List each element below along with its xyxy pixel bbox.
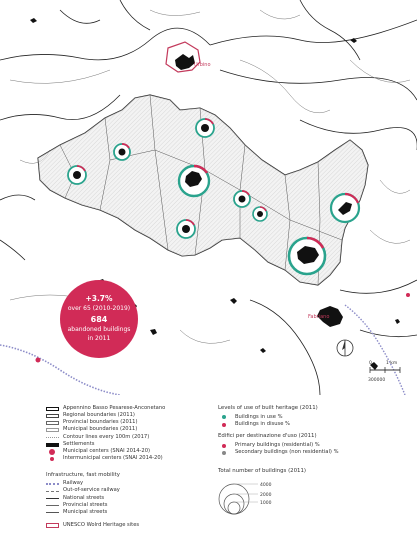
legend-label: National streets — [63, 494, 105, 501]
legend-swatch — [46, 498, 59, 499]
circle-marker — [68, 166, 86, 184]
size-label-2000: 2000 — [260, 493, 272, 499]
size-label-4000: 4000 — [260, 483, 272, 489]
legend-title-total: Total number of buildings (2011) — [218, 468, 307, 475]
circle-marker — [234, 191, 250, 207]
legend-title-infrastructure: Infrastructure, fast mobility — [46, 471, 120, 478]
legend-label: Railway — [63, 480, 84, 487]
legend-title-levels: Levels of use of built heritage (2011) — [218, 405, 318, 411]
legend-item-intermunicipal-centers — [46, 455, 206, 462]
legend-label: Primary buildings (residential) % — [235, 441, 320, 448]
stat-line-5: in 2011 — [87, 335, 111, 342]
legend-label: Provincial streets — [63, 501, 108, 508]
stat-bubble — [60, 280, 138, 358]
legend-label: Buildings in use % — [235, 413, 283, 420]
legend-item-secondary — [218, 449, 388, 456]
legend-item-municipal-streets — [46, 509, 206, 516]
scale-zero: 0 — [369, 361, 372, 366]
legend-swatch — [46, 512, 59, 513]
legend-label: Provincial boundaries (2011) — [63, 419, 138, 426]
stat-line-4: abandoned buildings — [67, 326, 131, 333]
legend-label: Regional boundaries (2011) — [63, 412, 135, 419]
legend-swatch — [49, 449, 55, 455]
legend-swatch — [222, 451, 226, 455]
legend-swatch — [46, 414, 59, 418]
legend-swatch — [222, 444, 226, 448]
circle-marker — [331, 194, 359, 222]
circle-marker — [196, 119, 214, 137]
legend-swatch — [46, 421, 59, 425]
legend-swatch — [50, 457, 54, 461]
circle-marker — [177, 220, 195, 238]
place-label-fabriano: Fabriano — [308, 314, 330, 320]
legend-swatch — [46, 491, 59, 492]
place-label-urbino: Urbino — [194, 62, 211, 68]
municipal-center-dot — [36, 358, 41, 363]
legend-label: UNESCO Wolrd Heritage sites — [63, 522, 140, 529]
scale-km: 1 km — [386, 361, 398, 366]
legend-label: Municipal centers (SNAI 2014-20) — [63, 447, 151, 454]
legend-title-uso: Edifici per destinazione d'uso (2011) — [218, 433, 317, 440]
legend-label: Municipal streets — [63, 508, 108, 515]
legend-swatch — [46, 505, 59, 506]
legend-swatch — [46, 523, 59, 528]
circle-marker — [289, 238, 325, 274]
legend-swatch — [46, 483, 59, 485]
legend-label: Intermunicipal centers (SNAI 2014-20) — [63, 455, 163, 462]
stat-line-3: 684 — [90, 315, 108, 324]
legend-swatch — [46, 407, 59, 411]
scale-value: 300000 — [368, 378, 386, 383]
size-label-1000: 1000 — [260, 501, 272, 507]
legend-label: Municipal boundaries (2011) — [63, 426, 138, 433]
stat-line-2: over 65 (2010-2019) — [67, 305, 131, 312]
legend-label: Out-of-service railway — [63, 487, 120, 494]
legend-item-in-disuse — [218, 421, 388, 428]
stat-line-1: +3.7% — [85, 294, 113, 303]
legend-label: Settlements — [63, 440, 95, 447]
circle-marker — [179, 166, 209, 196]
legend-swatch — [46, 443, 59, 447]
legend-swatch — [222, 415, 226, 419]
legend-swatch — [46, 428, 59, 432]
legend-right — [218, 405, 388, 517]
legend-label: Appennino Basso Pesarese-Anconetano — [63, 404, 166, 411]
size-circles-graphic — [218, 477, 308, 517]
legend-size-circles — [218, 477, 388, 517]
legend-label: Contour lines every 100m (2017) — [63, 433, 150, 440]
legend-swatch — [222, 423, 226, 427]
circle-marker — [114, 144, 130, 160]
legend-swatch — [46, 437, 59, 438]
legend-label: Secondary buildings (non residential) % — [235, 449, 339, 456]
circle-marker — [253, 207, 267, 221]
legend-left — [46, 405, 206, 529]
legend-item-unesco — [46, 522, 206, 529]
legend-label: Buildings in disuse % — [235, 420, 290, 427]
municipal-center-dot — [406, 293, 410, 297]
